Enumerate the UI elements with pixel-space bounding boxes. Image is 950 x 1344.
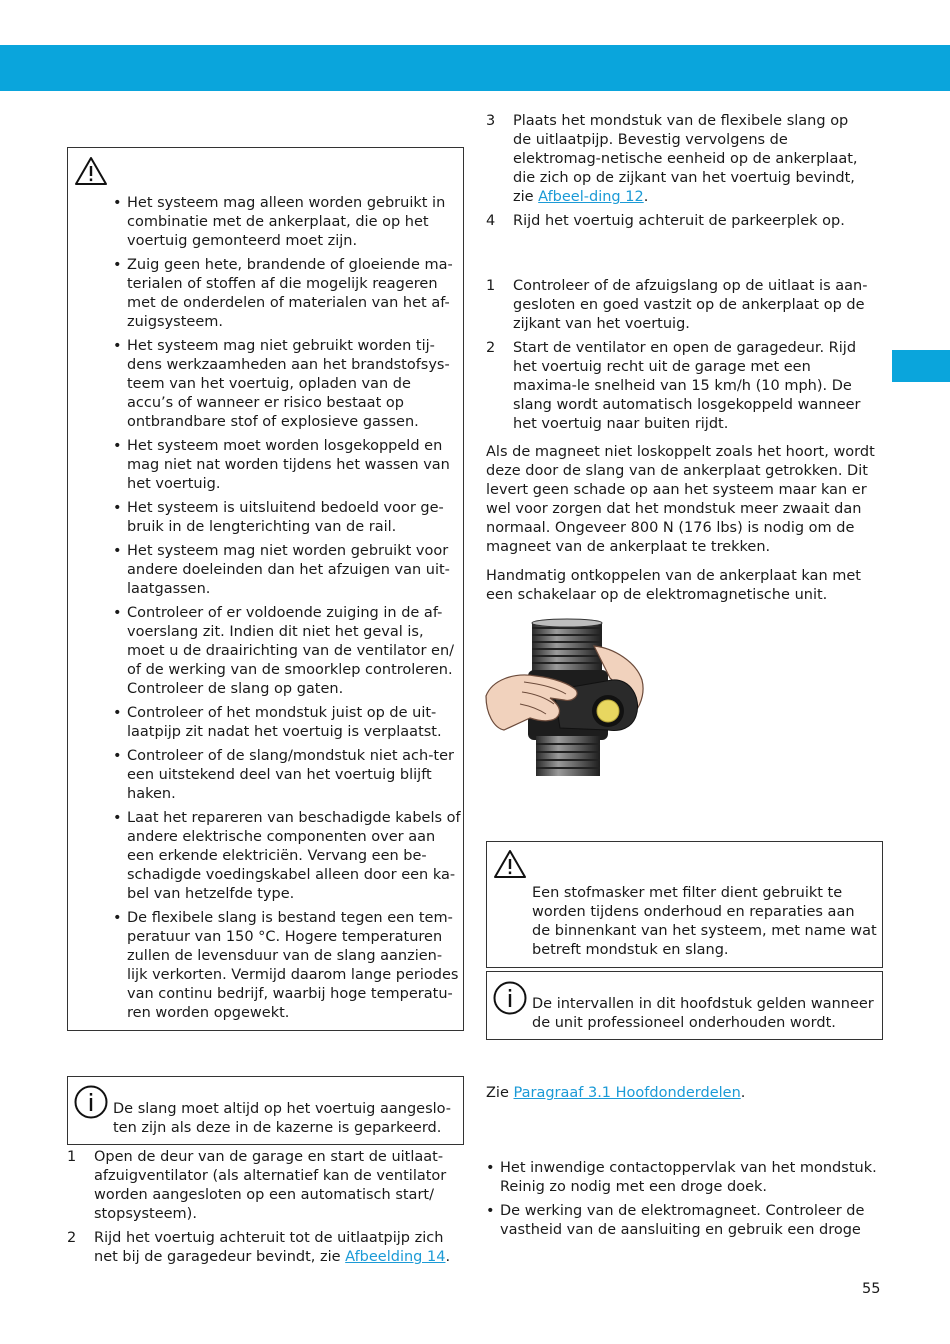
step-number: 4 <box>486 213 496 229</box>
step-item <box>486 112 866 207</box>
reference-link[interactable]: Paragraaf 3.1 Hoofdonderdelen <box>513 1085 741 1101</box>
warning-item: • Controleer of het mondstuk juist op de uit-laatpijp zit nadat het voertuig is verplaatst. <box>113 704 461 742</box>
check-item: • De werking van de elektromagneet. Controleer de vastheid van de aansluiting en gebruik een droge <box>486 1202 881 1240</box>
step-number: 2 <box>67 1230 77 1246</box>
step-suffix: . <box>643 189 649 205</box>
reference-suffix: . <box>740 1085 746 1101</box>
step-item <box>67 1229 462 1267</box>
page-number: 55 <box>862 1281 881 1297</box>
warning-item: • Controleer of er voldoende zuiging in de af-voerslang zit. Indien dit niet het geval is, moet u de draairichting van de ventilator en/ of de werking van de smoorklep controleren. Controleer de slang op gaten. <box>113 604 461 699</box>
warning-item: • De flexibele slang is bestand tegen een tem-peratuur van 150 °C. Hogere temperaturen zullen de levensduur van de slang aanzien-lijk verkorten. Vermijd daarom lange periodes van continu bedrijf, waarbij hoge temperatu-ren worden opgewekt. <box>113 909 461 1023</box>
warning-item: • Zuig geen hete, brandende of gloeiende ma-terialen of stoffen af die mogelijk reageren met de onderdelen of materialen van het af-zuigsysteem. <box>113 256 461 332</box>
chapter-tab <box>892 350 950 382</box>
step-text: Rijd het voertuig achteruit de parkeerplek op. <box>513 213 845 229</box>
step-text: Open de deur van de garage en start de uitlaat-afzuigventilator (als alternatief kan de ventilator worden aangesloten op een automatisch start/ stopsysteem). <box>94 1149 447 1222</box>
warning-item: • Het systeem is uitsluitend bedoeld voor ge-bruik in de lengterichting van de rail. <box>113 499 461 537</box>
maintenance-interval-info-text: De intervallen in dit hoofdstuk gelden wanneer de unit professioneel onderhouden wordt. <box>532 996 874 1031</box>
component-reference <box>486 1084 881 1103</box>
warning-item: • Het systeem mag niet gebruikt worden tij-dens werkzaamheden aan het brandstofsys-teem van het voertuig, opladen van de accu’s of wanneer er risico bestaat op ontbrandbare stof of explosieve gassen. <box>113 337 461 432</box>
magnet-paragraph: Als de magneet niet loskoppelt zoals het hoort, wordt deze door de slang van de ankerplaat getrokken. Dit levert geen schade op aan het systeem maar kan er wel voor zorgen dat het mondstuk meer zwaait dan normaal. Ongeveer 800 N (176 lbs) is nodig om de magneet van de ankerplaat te trekken. <box>486 444 875 555</box>
manual-release-paragraph: Handmatig ontkoppelen van de ankerplaat kan met een schakelaar op de elektromagnetische unit. <box>486 568 861 603</box>
step-suffix: . <box>445 1249 451 1265</box>
step-number: 2 <box>486 340 496 356</box>
reference-prefix: Zie <box>486 1085 514 1101</box>
entry-steps-list <box>67 1148 462 1272</box>
step-item <box>486 212 866 231</box>
dust-mask-warning-text: Een stofmasker met filter dient gebruikt te worden tijdens onderhoud en reparaties aan de binnenkant van het systeem, met name wat betreft mondstuk en slang. <box>532 885 877 958</box>
parking-info-box <box>67 1076 464 1145</box>
figure-link[interactable]: Afbeel-ding 12 <box>538 189 644 205</box>
connection-steps-list <box>486 112 866 236</box>
warning-item: • Het systeem moet worden losgekoppeld en mag niet nat worden tijdens het wassen van het voertuig. <box>113 437 461 494</box>
warning-item: • Het systeem mag niet worden gebruikt voor andere doeleinden dan het afzuigen van uit-laatgassen. <box>113 542 461 599</box>
info-circle-icon <box>493 981 527 1015</box>
step-text: Controleer of de afzuigslang op de uitlaat is aan-gesloten en goed vastzit op de ankerplaat op de zijkant van het voertuig. <box>513 278 868 332</box>
maintenance-check-list <box>486 1159 881 1245</box>
figure-link[interactable]: Afbeelding 14 <box>345 1249 446 1265</box>
warning-item: • Controleer of de slang/mondstuk niet ach-ter een uitstekend deel van het voertuig blijft haken. <box>113 747 461 804</box>
maintenance-interval-info-box <box>486 971 883 1040</box>
warning-triangle-icon <box>493 849 527 879</box>
dust-mask-warning-box <box>486 841 883 968</box>
exit-steps-list <box>486 277 878 439</box>
warning-item: • Laat het repareren van beschadigde kabels of andere elektrische componenten over aan een erkende elektriciën. Vervang een be-schadigde voedingskabel alleen door een ka-bel van hetzelfde type. <box>113 809 461 904</box>
safety-warning-list <box>113 194 461 1028</box>
step-text: Start de ventilator en open de garagedeur. Rijd het voertuig recht uit de garage met een maxima-le snelheid van 15 km/h (10 mph). De slang wordt automatisch losgekoppeld wanneer het voertuig naar buiten rijdt. <box>513 340 861 432</box>
step-item <box>67 1148 462 1224</box>
step-number: 1 <box>67 1149 77 1165</box>
warning-item: • Het systeem mag alleen worden gebruikt in combinatie met de ankerplaat, die op het voertuig gemonteerd moet zijn. <box>113 194 461 251</box>
electromagnet-hands-illustration <box>484 618 649 780</box>
safety-warning-box <box>67 147 464 1031</box>
check-item: • Het inwendige contactoppervlak van het mondstuk. Reinig zo nodig met een droge doek. <box>486 1159 881 1197</box>
header-band <box>0 45 950 91</box>
warning-triangle-icon <box>74 156 108 186</box>
step-text: Rijd het voertuig achteruit tot de uitlaatpijp zich net bij de garagedeur bevindt, zie <box>94 1230 444 1265</box>
step-text: Plaats het mondstuk van de flexibele slang op de uitlaatpijp. Bevestig vervolgens de elektromag-netische eenheid op de ankerplaat, die zich op de zijkant van het voertuig bevindt, zie <box>513 113 858 205</box>
step-number: 1 <box>486 278 496 294</box>
step-number: 3 <box>486 113 496 129</box>
info-circle-icon <box>74 1085 108 1119</box>
step-item <box>486 277 878 334</box>
parking-info-text: De slang moet altijd op het voertuig aangeslo-ten zijn als deze in de kazerne is geparkeerd. <box>113 1101 452 1136</box>
step-item <box>486 339 878 434</box>
